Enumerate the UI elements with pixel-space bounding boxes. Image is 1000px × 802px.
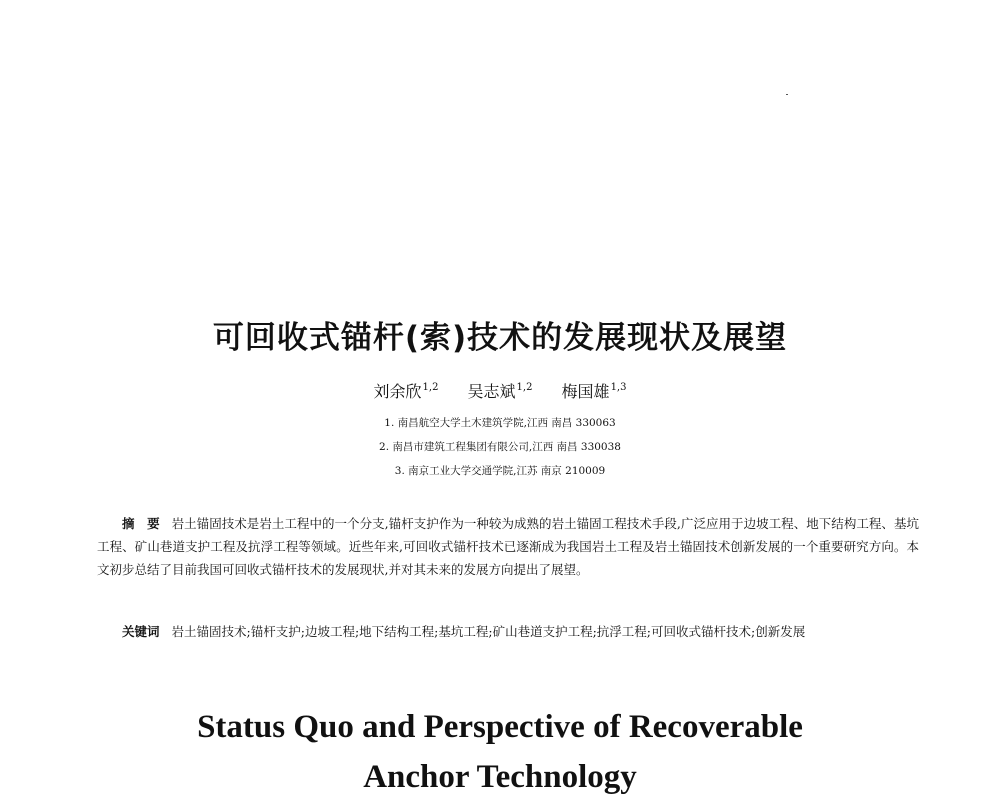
author-3-affil-marker: 1,3: [610, 382, 627, 393]
author-1: [374, 379, 439, 402]
paper-title-en-line-2: Anchor Technology: [363, 759, 637, 795]
abstract: [97, 512, 919, 581]
keywords: [97, 620, 919, 643]
scan-speck: [786, 94, 788, 95]
abstract-text: 岩土锚固技术是岩土工程中的一个分支,锚杆支护作为一种较为成熟的岩土锚固工程技术手段,广泛应用于边坡工程、地下结构工程、基坑工程、矿山巷道支护工程及抗浮工程等领域。近些年来,可回收式锚杆技术已逐渐成为我国岩土工程及岩土锚固技术创新发展的一个重要研究方向。本文初步总结了目前我国可回收式锚杆技术的发展现状,并对其未来的发展方向提出了展望。: [97, 516, 919, 577]
author-2: [468, 379, 533, 402]
author-1-affil-marker: 1,2: [422, 382, 439, 393]
keywords-text: 岩土锚固技术;锚杆支护;边坡工程;地下结构工程;基坑工程;矿山巷道支护工程;抗浮工程;可回收式锚杆技术;创新发展: [171, 624, 806, 639]
author-3-name: 梅国雄: [561, 382, 610, 401]
affiliation-2: 2. 南昌市建筑工程集团有限公司,江西 南昌 330038: [379, 441, 621, 453]
paper-title-cn: 可回收式锚杆(索)技术的发展现状及展望: [212, 320, 788, 356]
paper-title-en-line-1: Status Quo and Perspective of Recoverable: [197, 709, 803, 745]
keywords-label: 关键词: [122, 624, 160, 639]
author-1-name: 刘余欣: [373, 382, 422, 401]
abstract-label: 摘 要: [122, 516, 160, 531]
affiliation-1: 1. 南昌航空大学土木建筑学院,江西 南昌 330063: [384, 417, 616, 429]
author-2-name: 吴志斌: [467, 382, 516, 401]
author-2-affil-marker: 1,2: [516, 382, 533, 393]
affiliation-3: 3. 南京工业大学交通学院,江苏 南京 210009: [394, 465, 606, 477]
paper-title-en: [0, 702, 1000, 802]
author-3: [562, 379, 627, 402]
author-list: [0, 379, 1000, 402]
